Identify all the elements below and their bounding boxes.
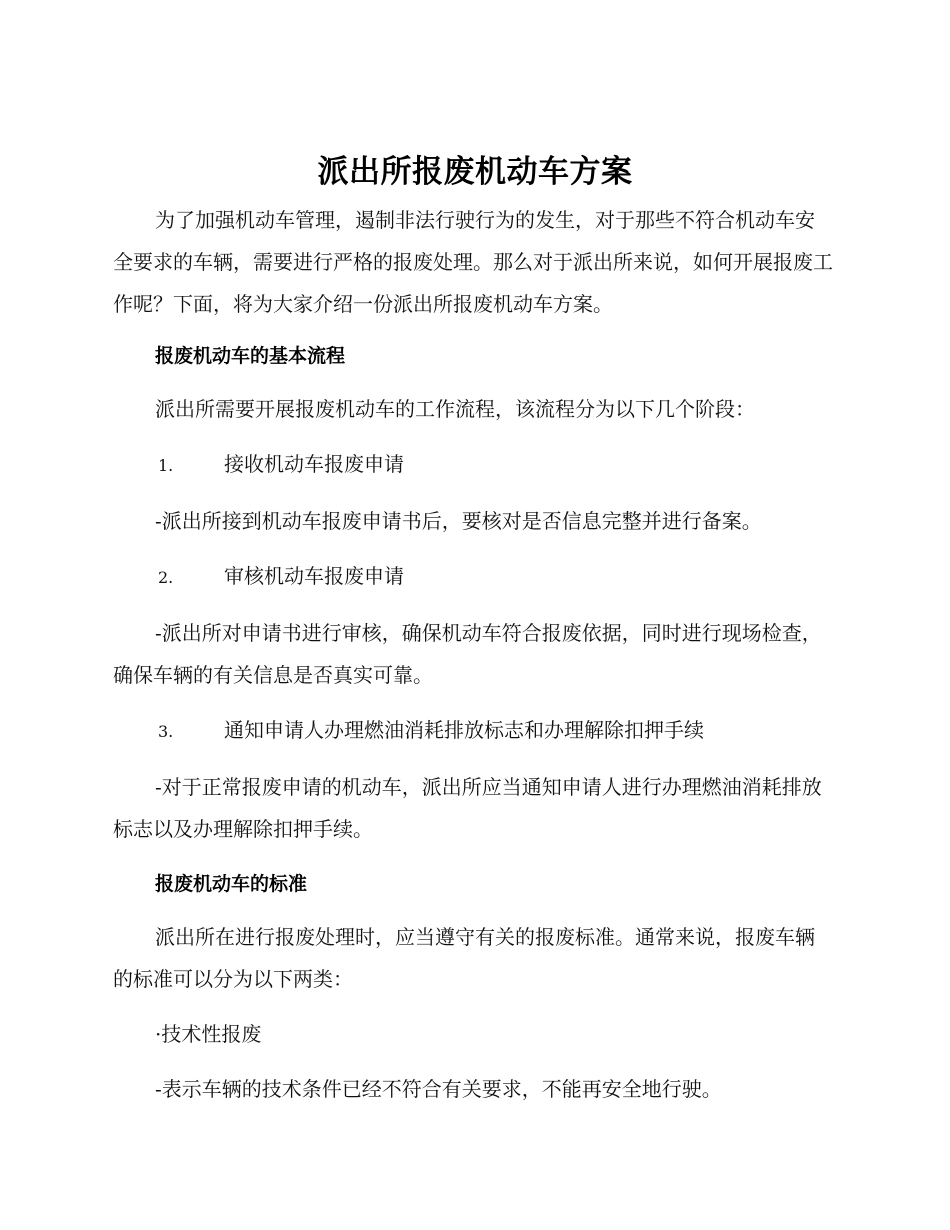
step-number: 2.: [158, 568, 174, 587]
process-step: [113, 443, 833, 487]
document-title: 派出所报废机动车方案: [317, 154, 633, 190]
step-number: 1.: [158, 456, 174, 475]
step-detail: -派出所接到机动车报废申请书后，要核对是否信息完整并进行备案。: [155, 509, 762, 533]
intro-paragraph: 为了加强机动车管理，遏制非法行驶行为的发生，对于那些不符合机动车安全要求的车辆，需要进行严格的报废处理。那么对于派出所来说，如何开展报废工作呢？下面，将为大家介绍一份派出所报废机动车方案。: [113, 208, 833, 316]
document-body: [113, 199, 833, 1123]
step-title: 通知申请人办理燃油消耗排放标志和办理解除扣押手续: [224, 718, 704, 742]
bullet-item: ·技术性报废: [155, 1022, 262, 1046]
step-title: 审核机动车报废申请: [224, 564, 404, 588]
process-step: [113, 555, 833, 599]
section-heading-process: 报废机动车的基本流程: [155, 345, 346, 367]
section-heading-standards: 报废机动车的标准: [155, 873, 308, 895]
process-lead-paragraph: 派出所需要开展报废机动车的工作流程，该流程分为以下几个阶段：: [155, 397, 755, 421]
step-detail: -派出所对申请书进行审核，确保机动车符合报废依据，同时进行现场检查，确保车辆的有关信息是否真实可靠。: [113, 621, 822, 687]
bullet-detail: -表示车辆的技术条件已经不符合有关要求，不能再安全地行驶。: [155, 1077, 722, 1101]
standards-lead-paragraph: 派出所在进行报废处理时，应当遵守有关的报废标准。通常来说，报废车辆的标准可以分为以下两类：: [113, 925, 815, 991]
step-detail: -对于正常报废申请的机动车，派出所应当通知申请人进行办理燃油消耗排放标志以及办理解除扣押手续。: [113, 775, 822, 841]
step-number: 3.: [158, 722, 174, 741]
step-title: 接收机动车报废申请: [224, 452, 404, 476]
process-step: [113, 709, 833, 753]
